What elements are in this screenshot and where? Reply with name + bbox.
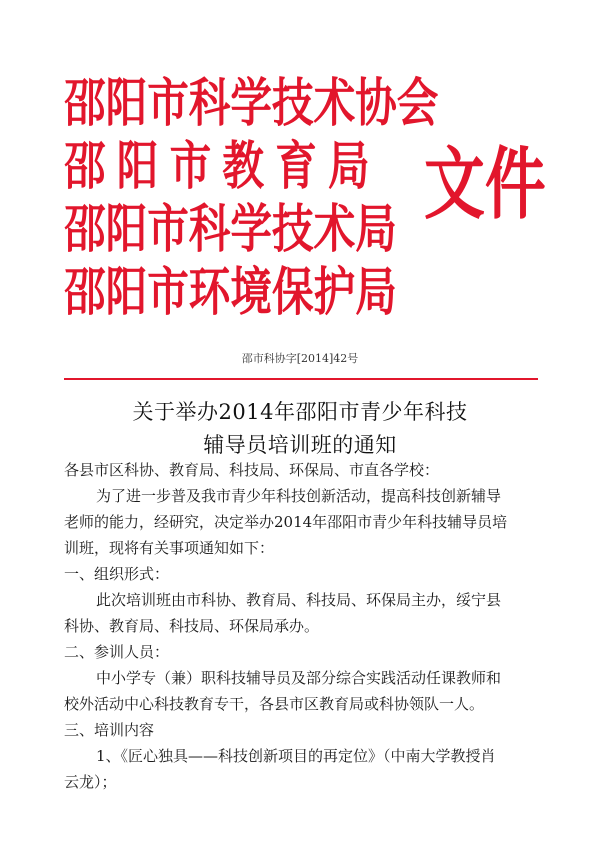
issuer-science-technology-bureau: 邵阳市科学技术局 (64, 200, 397, 260)
issuer-science-association: 邵阳市科学技术协会 (64, 74, 439, 134)
intro-line-2: 老师的能力，经研究，决定举办2014年邵阳市青少年科技辅导员培 (64, 513, 508, 531)
addressee: 各县市区科协、教育局、科技局、环保局、市直各学校： (64, 461, 440, 479)
section-participants-line-1: 中小学专（兼）职科技辅导员及部分综合实践活动任课教师和 (96, 669, 502, 687)
section-participants-line-2: 校外活动中心科技教育专干，各县市区教育局或科协领队一人。 (64, 695, 485, 713)
section-content-line-1: 1、《匠心独具——科技创新项目的再定位》（中南大学教授肖 (96, 747, 496, 765)
section-organization-line-1: 此次培训班由市科协、教育局、科技局、环保局主办，绥宁县 (96, 591, 502, 609)
issuer-environmental-protection-bureau: 邵阳市环境保护局 (64, 263, 397, 323)
section-heading-participants: 二、参训人员： (64, 643, 170, 661)
intro-line-3: 训班，现将有关事项通知如下： (64, 539, 275, 557)
issuer-education-bureau: 邵阳市教育局 (64, 137, 381, 197)
notice-title-line-1: 关于举办2014年邵阳市青少年科技 (132, 400, 468, 424)
notice-title-line-2: 辅导员培训班的通知 (203, 433, 397, 457)
section-content-line-2: 云龙）； (64, 773, 117, 791)
section-organization-line-2: 科协、教育局、科技局、环保局承办。 (64, 617, 320, 635)
document-number: 邵市科协字[2014]42号 (241, 352, 359, 365)
section-heading-organization: 一、组织形式： (64, 565, 170, 583)
section-heading-content: 三、培训内容 (64, 721, 155, 739)
document-label: 文件 (424, 140, 546, 230)
intro-line-1: 为了进一步普及我市青少年科技创新活动，提高科技创新辅导 (96, 487, 502, 505)
red-divider-line (64, 378, 538, 380)
